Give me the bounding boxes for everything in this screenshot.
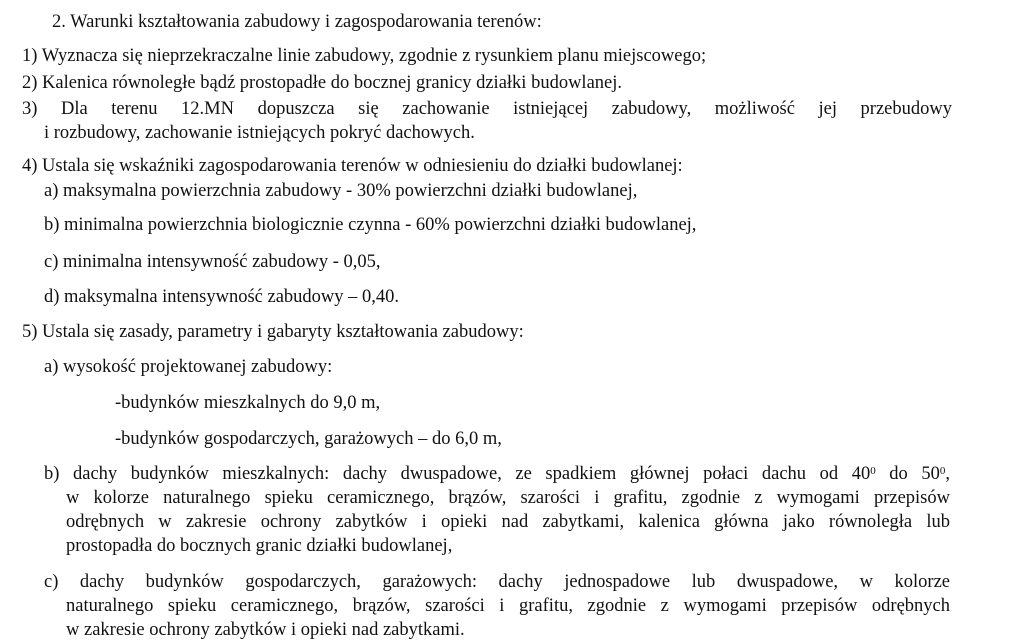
list-item-3-line-1: 3) Dla terenu 12.MN dopuszcza się zachowanie istniejącej zabudowy, możliwość jej przebudowy [22,99,952,119]
list-item-5b-line-4: prostopadła do bocznych granic działki budowlanej, [66,536,453,556]
list-item-5b-line-3: odrębnych w zakresie ochrony zabytków i opieki nad zabytkami, kalenica główna jako równoległa lub [66,512,950,532]
list-item-5c-line-1: c) dachy budynków gospodarczych, garażowych: dachy jednospadowe lub dwuspadowe, w kolorze [44,572,950,592]
degree-superscript: 0 [870,465,876,477]
list-item-4: 4) Ustala się wskaźniki zagospodarowania terenów w odniesieniu do działki budowlanej: [22,156,683,176]
list-item-4a: a) maksymalna powierzchnia zabudowy - 30% powierzchni działki budowlanej, [44,181,638,201]
list-item-5b-text: b) dachy budynków mieszkalnych: dachy dwuspadowe, ze spadkiem głównej połaci dachu od 40 [44,464,871,484]
list-item-5a: a) wysokość projektowanej zabudowy: [44,357,333,377]
list-item-3-line-2: i rozbudowy, zachowanie istniejących pokryć dachowych. [44,123,475,143]
list-item-5a-1: -budynków mieszkalnych do 9,0 m, [115,393,381,413]
list-item-5b-line-2: w kolorze naturalnego spieku ceramicznego, brązów, szarości i grafitu, zgodnie z wymogami przepisów [66,488,950,508]
list-item-5c-line-3: w zakresie ochrony zabytków i opieki nad zabytkami. [66,620,465,640]
section-heading: 2. Warunki kształtowania zabudowy i zagospodarowania terenów: [52,12,542,32]
list-item-5b-mid: do 50 [875,464,940,484]
list-item-2: 2) Kalenica równoległe bądź prostopadłe do bocznej granicy działki budowlanej. [22,73,623,93]
list-item-5c-line-2: naturalnego spieku ceramicznego, brązów, szarości i grafitu, zgodnie z wymogami przepisów odrębnych [66,596,950,616]
degree-superscript: 0 [939,465,946,477]
list-item-5b-end: , [945,464,950,484]
list-item-5: 5) Ustala się zasady, parametry i gabaryty kształtowania zabudowy: [22,322,524,342]
list-item-4b: b) minimalna powierzchnia biologicznie czynna - 60% powierzchni działki budowlanej, [44,215,697,235]
list-item-4d: d) maksymalna intensywność zabudowy – 0,40. [44,287,400,307]
list-item-5a-2: -budynków gospodarczych, garażowych – do 6,0 m, [115,429,502,449]
list-item-1: 1) Wyznacza się nieprzekraczalne linie zabudowy, zgodnie z rysunkiem planu miejscowego; [22,46,707,66]
list-item-5b-line-1 [44,463,950,485]
list-item-4c: c) minimalna intensywność zabudowy - 0,05, [44,252,381,272]
